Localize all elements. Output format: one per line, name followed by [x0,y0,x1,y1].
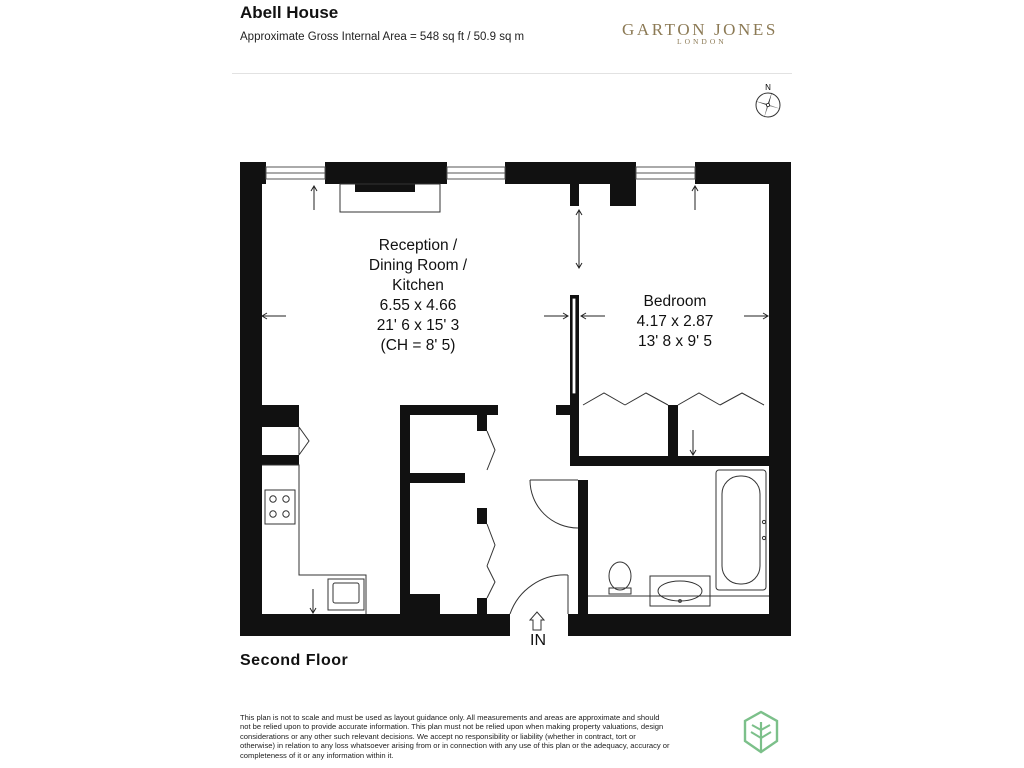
reception-metric: 6.55 x 4.66 [379,297,457,314]
bedroom-metric: 4.17 x 2.87 [636,313,714,330]
bedroom-name: Bedroom [643,293,707,310]
reception-imperial: 21' 6 x 15' 3 [376,317,460,334]
sliding-door [572,298,576,394]
doors [299,393,764,614]
reception-name-line1: Reception / [378,237,458,254]
leaf-logo-icon [742,710,780,754]
reception-name-line3: Kitchen [392,277,444,294]
bathroom-fixtures [588,470,769,606]
brand-logo-text: GARTON JONES [622,20,778,39]
entrance-arrow [530,612,544,630]
interior-walls [262,184,769,614]
reception-ceiling-height: (CH = 8' 5) [380,337,456,354]
kitchen-units [262,465,366,614]
exterior-walls [240,162,791,636]
dimension-arrows [262,186,768,613]
chimney-breast [340,184,440,212]
gross-area-text: Approximate Gross Internal Area = 548 sq ft / 50.9 sq m [240,31,525,43]
disclaimer-text: This plan is not to scale and must be used as layout guidance only. All measurements and areas are approximate and should not be relied upon to provide accurate information. This plan must not be relied upon when making property valuations, design considerations or any other such relevant decisions. We accept no responsibility or liability (whether in contract, tort or otherwise) in relation to any loss whatsoever arising from or in connection with any use of this plan or the adequacy, accuracy or completeness of it or any information within it. [240,713,670,760]
reception-name-line2: Dining Room / [368,257,468,274]
reception-label [369,237,468,354]
property-title: Abell House [240,3,339,22]
bedroom-label [637,293,714,350]
floor-label: Second Floor [240,652,349,669]
brand-city-text: LONDON [677,37,727,46]
compass-north-label: N [765,83,771,92]
bedroom-imperial: 13' 8 x 9' 5 [638,333,712,350]
entrance-label: IN [530,632,546,649]
